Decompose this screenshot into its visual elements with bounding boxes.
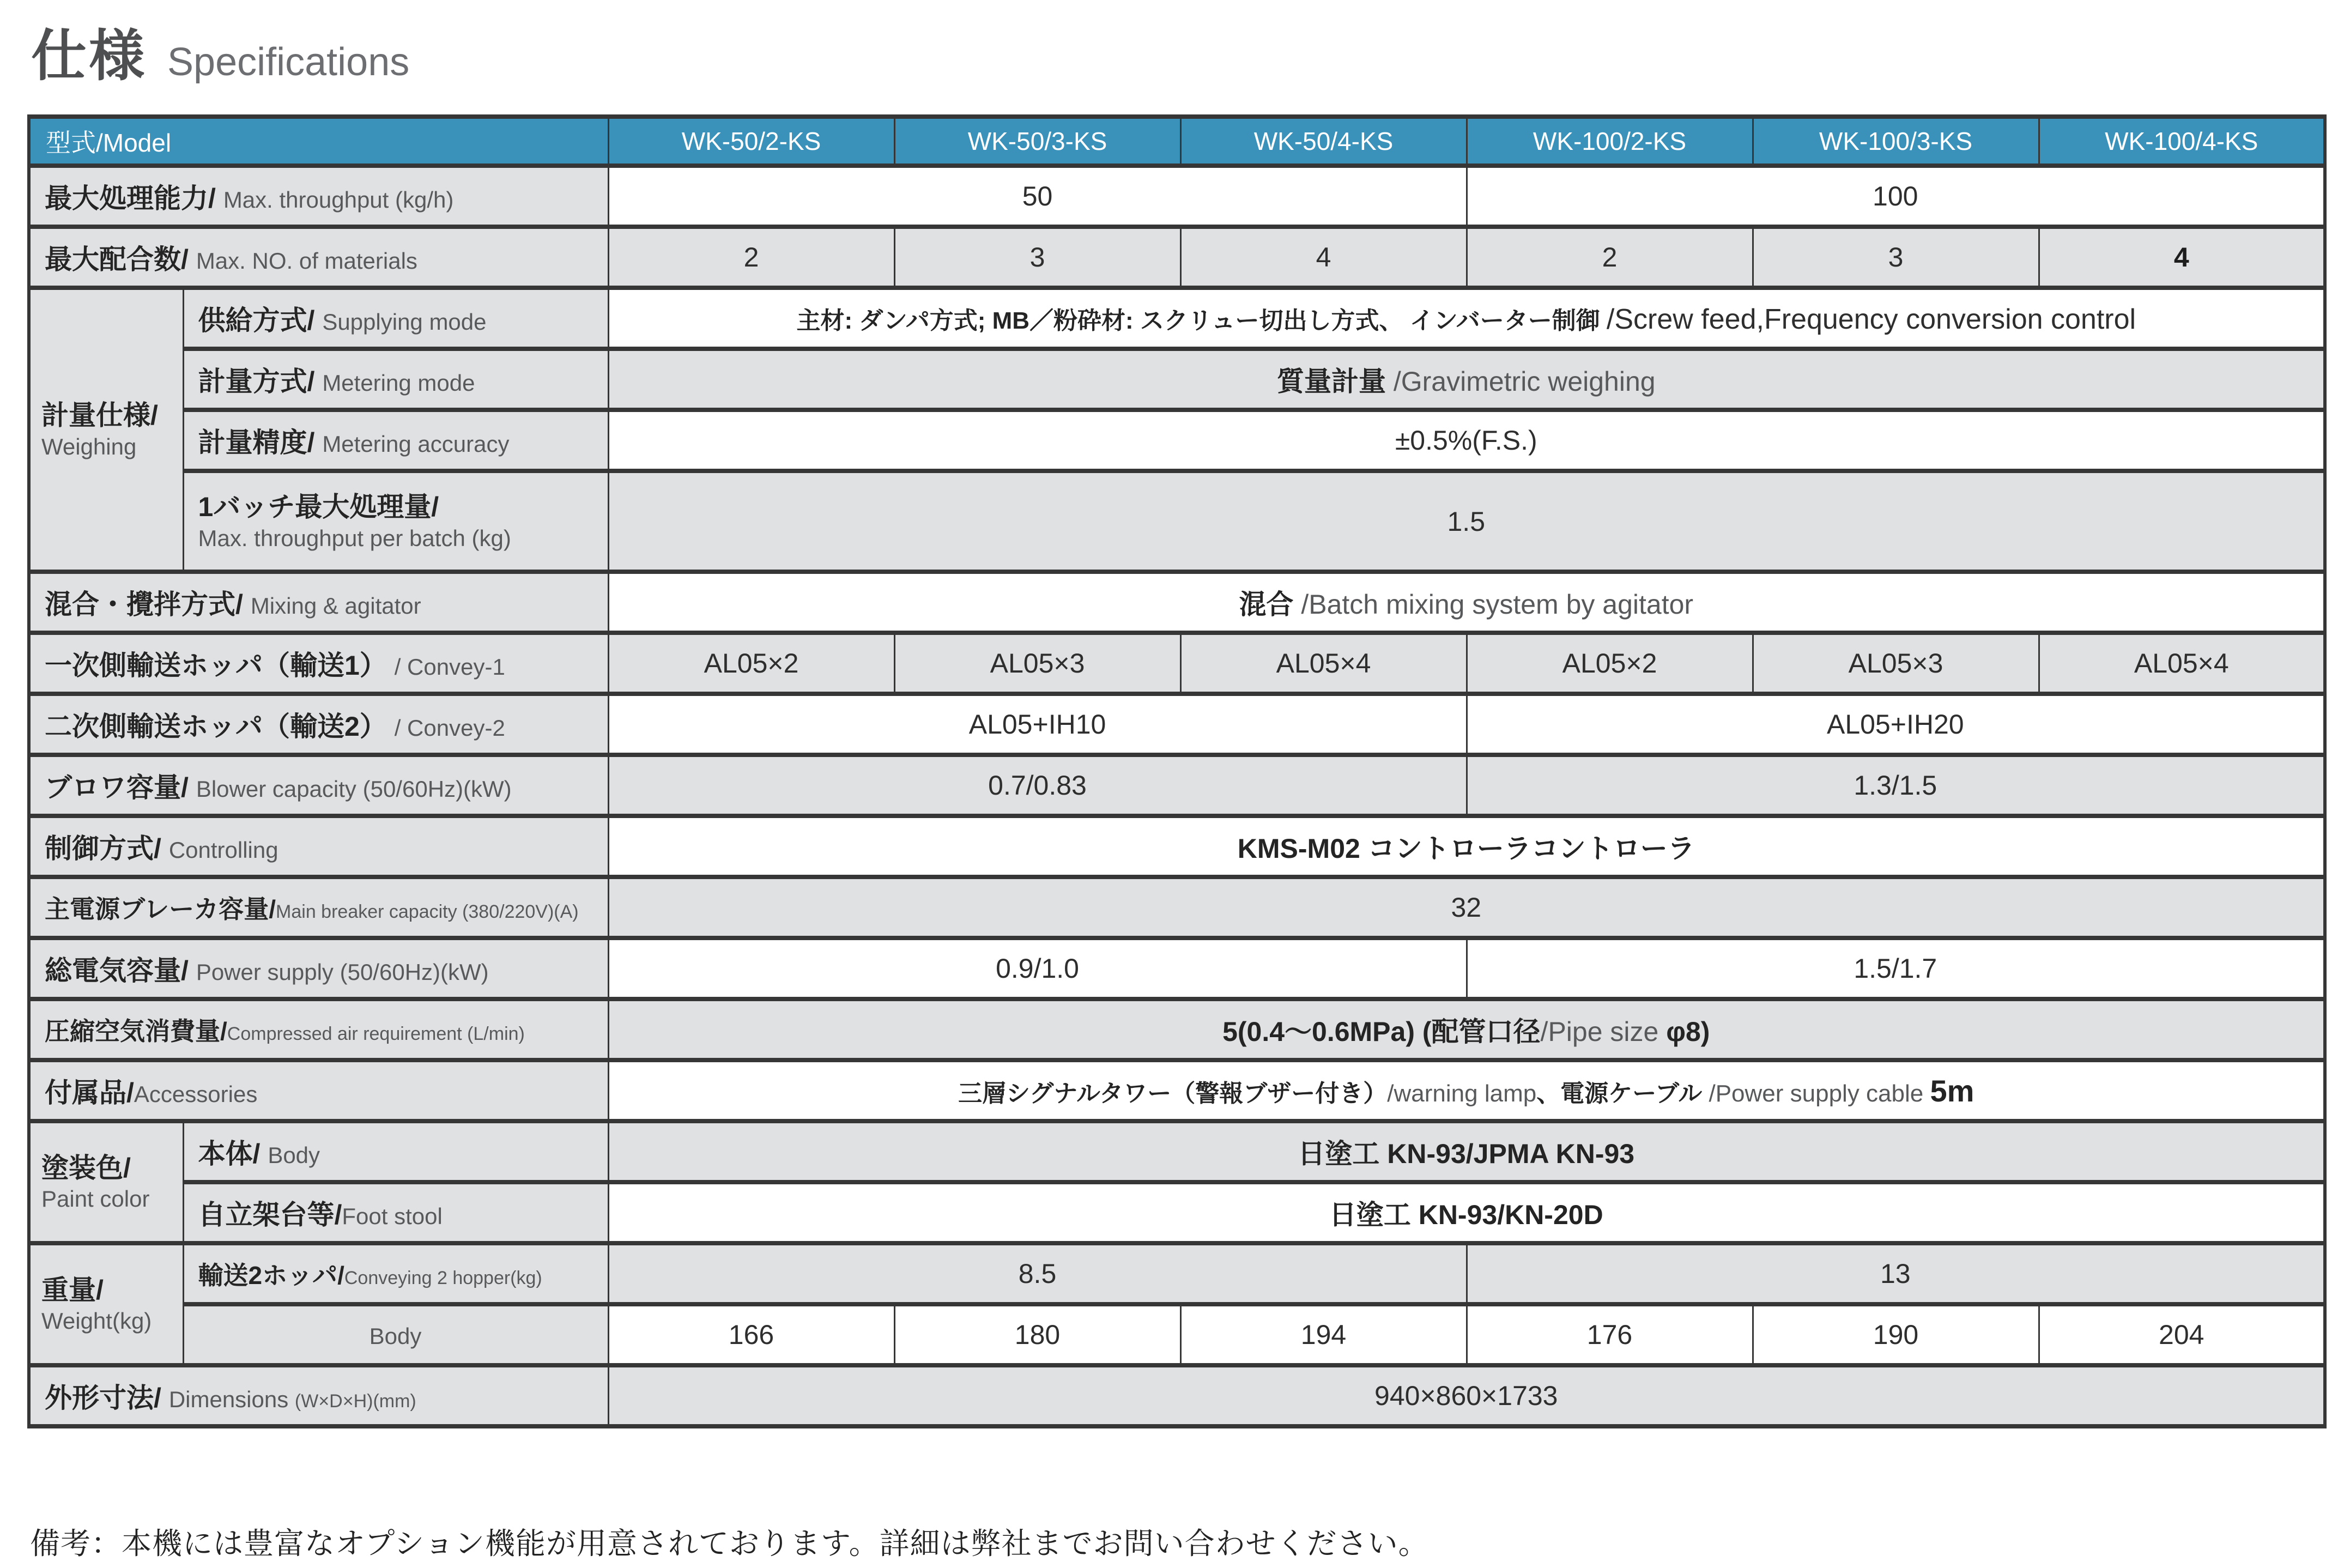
header-row	[29, 117, 2325, 166]
controlling-value	[608, 816, 2325, 877]
accessories-value-p1: 三層シグナルタワー（警報ブザー付き）	[958, 1080, 1388, 1107]
row-supplying-mode	[29, 288, 2325, 349]
metering-mode-label-jp: 計量方式/	[198, 366, 315, 397]
batch-throughput-label	[183, 471, 608, 572]
weighing-group-jp: 計量仕様/	[41, 400, 158, 431]
max-materials-label	[29, 227, 608, 288]
weight-body-4: 190	[1753, 1304, 2039, 1365]
dimensions-label-unit: (W×D×H)(mm)	[294, 1391, 416, 1412]
dimensions-label	[29, 1365, 608, 1426]
paint-color-group-label	[29, 1121, 183, 1243]
specifications-table	[27, 114, 2327, 1428]
row-accessories	[29, 1060, 2325, 1121]
convey-2-label-en: / Convey-2	[394, 715, 505, 741]
batch-throughput-label-jp: 1バッチ最大処理量/	[198, 492, 439, 522]
weight-body-3: 176	[1467, 1304, 1753, 1365]
max-materials-label-en: Max. NO. of materials	[196, 248, 417, 274]
compressed-air-value-p3: φ8)	[1666, 1016, 1710, 1047]
compressed-air-value-p1: 5(0.4～0.6MPa) (配管口径	[1222, 1016, 1541, 1047]
metering-accuracy-label-en: Metering accuracy	[322, 431, 510, 457]
max-throughput-label	[29, 166, 608, 227]
row-max-materials	[29, 227, 2325, 288]
mixing-value-en: /Batch mixing system by agitator	[1301, 589, 1694, 620]
metering-accuracy-label	[183, 410, 608, 471]
max-throughput-50: 50	[608, 166, 1467, 227]
metering-mode-label-en: Metering mode	[322, 370, 475, 396]
convey-1-label-en: / Convey-1	[394, 654, 505, 680]
power-supply-100: 1.5/1.7	[1467, 938, 2325, 999]
page-title-jp: 仕様	[31, 25, 147, 87]
row-weight-body	[29, 1304, 2325, 1365]
weight-body-2: 194	[1180, 1304, 1467, 1365]
main-breaker-value: 32	[608, 877, 2325, 938]
row-convey-2	[29, 694, 2325, 755]
paint-color-group-jp: 塗装色/	[41, 1152, 131, 1183]
paint-foot-label-jp: 自立架台等/	[198, 1200, 342, 1230]
weight-group-jp: 重量/	[41, 1274, 104, 1305]
batch-throughput-label-en: Max. throughput per batch (kg)	[198, 525, 511, 551]
weight-hopper-50: 8.5	[608, 1243, 1467, 1304]
weight-body-0: 166	[608, 1304, 894, 1365]
row-paint-foot-stool	[29, 1182, 2325, 1243]
row-blower	[29, 755, 2325, 816]
metering-mode-value-jp: 質量計量	[1276, 366, 1386, 397]
weighing-group-label	[29, 288, 183, 572]
accessories-label-en: Accessories	[134, 1081, 258, 1107]
dimensions-label-en: Dimensions	[168, 1387, 295, 1412]
compressed-air-label	[29, 999, 608, 1060]
paint-foot-value-text: 日塗工 KN-93/KN-20D	[1329, 1200, 1603, 1230]
controlling-value-text: KMS-M02 コントローラコントローラ	[1237, 833, 1695, 864]
blower-label-en: Blower capacity (50/60Hz)(kW)	[196, 776, 512, 802]
power-supply-50: 0.9/1.0	[608, 938, 1467, 999]
supplying-mode-label-en: Supplying mode	[322, 309, 487, 335]
mixing-value	[608, 572, 2325, 633]
paint-body-label-jp: 本体/	[198, 1139, 261, 1169]
row-metering-accuracy	[29, 410, 2325, 471]
paint-foot-label	[183, 1182, 608, 1243]
row-metering-mode	[29, 349, 2325, 410]
convey-1-2: AL05×4	[1180, 633, 1467, 694]
controlling-label-jp: 制御方式/	[45, 833, 161, 864]
weight-body-label	[183, 1304, 608, 1365]
blower-label-jp: ブロワ容量/	[45, 772, 189, 803]
accessories-label	[29, 1060, 608, 1121]
model-header-5: WK-100/4-KS	[2039, 117, 2325, 166]
weight-body-5: 204	[2039, 1304, 2325, 1365]
accessories-value	[608, 1060, 2325, 1121]
convey-2-label	[29, 694, 608, 755]
paint-body-label	[183, 1121, 608, 1182]
row-mixing	[29, 572, 2325, 633]
controlling-label-en: Controlling	[168, 837, 278, 863]
weight-body-label-en: Body	[369, 1323, 422, 1349]
supplying-mode-value-jp: 主材: ダンパ方式; MB／粉砕材: スクリュー切出し方式、 インバーター制御	[796, 307, 1607, 334]
accessories-value-p4: /Power supply cable	[1709, 1080, 1930, 1107]
convey-1-5: AL05×4	[2039, 633, 2325, 694]
max-materials-0: 2	[608, 227, 894, 288]
blower-50: 0.7/0.83	[608, 755, 1467, 816]
max-throughput-label-en: Max. throughput (kg/h)	[223, 187, 454, 213]
accessories-value-p3: 、電源ケーブル	[1536, 1080, 1709, 1107]
paint-body-value-text: 日塗工 KN-93/JPMA KN-93	[1298, 1139, 1635, 1169]
mixing-label-en: Mixing & agitator	[250, 593, 421, 619]
max-materials-1: 3	[894, 227, 1180, 288]
blower-label	[29, 755, 608, 816]
compressed-air-label-en: Compressed air requirement (L/min)	[227, 1024, 525, 1044]
power-supply-label-en: Power supply (50/60Hz)(kW)	[196, 959, 489, 985]
paint-foot-label-en: Foot stool	[342, 1203, 443, 1229]
convey-1-label	[29, 633, 608, 694]
page-title	[31, 12, 409, 92]
dimensions-value: 940×860×1733	[608, 1365, 2325, 1426]
compressed-air-value-p2: /Pipe size	[1540, 1016, 1667, 1047]
convey-1-1: AL05×3	[894, 633, 1180, 694]
weighing-group-en: Weighing	[41, 433, 137, 459]
max-materials-2: 4	[1180, 227, 1467, 288]
model-header-1: WK-50/3-KS	[894, 117, 1180, 166]
row-controlling	[29, 816, 2325, 877]
controlling-label	[29, 816, 608, 877]
max-materials-4: 3	[1753, 227, 2039, 288]
paint-body-value	[608, 1121, 2325, 1182]
power-supply-label	[29, 938, 608, 999]
row-batch-throughput	[29, 471, 2325, 572]
weight-hopper-100: 13	[1467, 1243, 2325, 1304]
blower-100: 1.3/1.5	[1467, 755, 2325, 816]
row-dimensions	[29, 1365, 2325, 1426]
model-header-3: WK-100/2-KS	[1467, 117, 1753, 166]
paint-color-group-en: Paint color	[41, 1186, 150, 1212]
mixing-value-jp: 混合	[1239, 589, 1294, 620]
row-convey-1	[29, 633, 2325, 694]
metering-mode-label	[183, 349, 608, 410]
power-supply-label-jp: 総電気容量/	[45, 955, 189, 986]
max-throughput-label-jp: 最大処理能力/	[45, 183, 216, 214]
max-throughput-100: 100	[1467, 166, 2325, 227]
weight-hopper-label-jp: 輸送2ホッパ/	[198, 1261, 344, 1289]
weight-group-label	[29, 1243, 183, 1365]
dimensions-label-jp: 外形寸法/	[45, 1383, 161, 1413]
model-header-label: 型式/Model	[29, 117, 608, 166]
weight-hopper-label	[183, 1243, 608, 1304]
row-main-breaker	[29, 877, 2325, 938]
max-materials-5: 4	[2039, 227, 2325, 288]
main-breaker-label	[29, 877, 608, 938]
supplying-mode-value-en: /Screw feed,Frequency conversion control	[1606, 304, 2136, 335]
mixing-label-jp: 混合・攪拌方式/	[45, 589, 243, 620]
max-materials-3: 2	[1467, 227, 1753, 288]
supplying-mode-value	[608, 288, 2325, 349]
weight-group-en: Weight(kg)	[41, 1308, 152, 1334]
main-breaker-label-jp: 主電源ブレーカ容量/	[45, 895, 276, 923]
accessories-value-p5: 5m	[1930, 1073, 1974, 1108]
convey-1-3: AL05×2	[1467, 633, 1753, 694]
metering-accuracy-label-jp: 計量精度/	[198, 427, 315, 458]
row-paint-body	[29, 1121, 2325, 1182]
paint-body-label-en: Body	[268, 1142, 320, 1168]
accessories-value-p2: /warning lamp	[1387, 1080, 1537, 1107]
convey-2-label-jp: 二次側輸送ホッパ（輸送2）	[45, 711, 387, 742]
paint-foot-value	[608, 1182, 2325, 1243]
footer-note: 備考：本機には豊富なオプション機能が用意されております。詳細は弊社までお問い合わせください。	[30, 1527, 1429, 1560]
max-materials-label-jp: 最大配合数/	[45, 244, 189, 275]
main-breaker-label-en: Main breaker capacity (380/220V)(A)	[276, 901, 579, 922]
supplying-mode-label-jp: 供給方式/	[198, 305, 315, 336]
mixing-label	[29, 572, 608, 633]
supplying-mode-label	[183, 288, 608, 349]
row-weight-hopper	[29, 1243, 2325, 1304]
convey-1-4: AL05×3	[1753, 633, 2039, 694]
row-compressed-air	[29, 999, 2325, 1060]
metering-mode-value-en: /Gravimetric weighing	[1393, 366, 1656, 397]
row-max-throughput	[29, 166, 2325, 227]
convey-1-0: AL05×2	[608, 633, 894, 694]
model-header-4: WK-100/3-KS	[1753, 117, 2039, 166]
compressed-air-value	[608, 999, 2325, 1060]
weight-body-1: 180	[894, 1304, 1180, 1365]
weight-hopper-label-en: Conveying 2 hopper(kg)	[344, 1268, 542, 1288]
batch-throughput-value: 1.5	[608, 471, 2325, 572]
compressed-air-label-jp: 圧縮空気消費量/	[45, 1017, 227, 1045]
accessories-label-jp: 付属品/	[45, 1077, 134, 1108]
model-header-2: WK-50/4-KS	[1180, 117, 1467, 166]
page-title-en: Specifications	[167, 40, 410, 84]
metering-mode-value	[608, 349, 2325, 410]
convey-2-100: AL05+IH20	[1467, 694, 2325, 755]
model-header-0: WK-50/2-KS	[608, 117, 894, 166]
convey-1-label-jp: 一次側輸送ホッパ（輸送1）	[45, 650, 387, 681]
metering-accuracy-value: ±0.5%(F.S.)	[608, 410, 2325, 471]
row-power-supply	[29, 938, 2325, 999]
convey-2-50: AL05+IH10	[608, 694, 1467, 755]
